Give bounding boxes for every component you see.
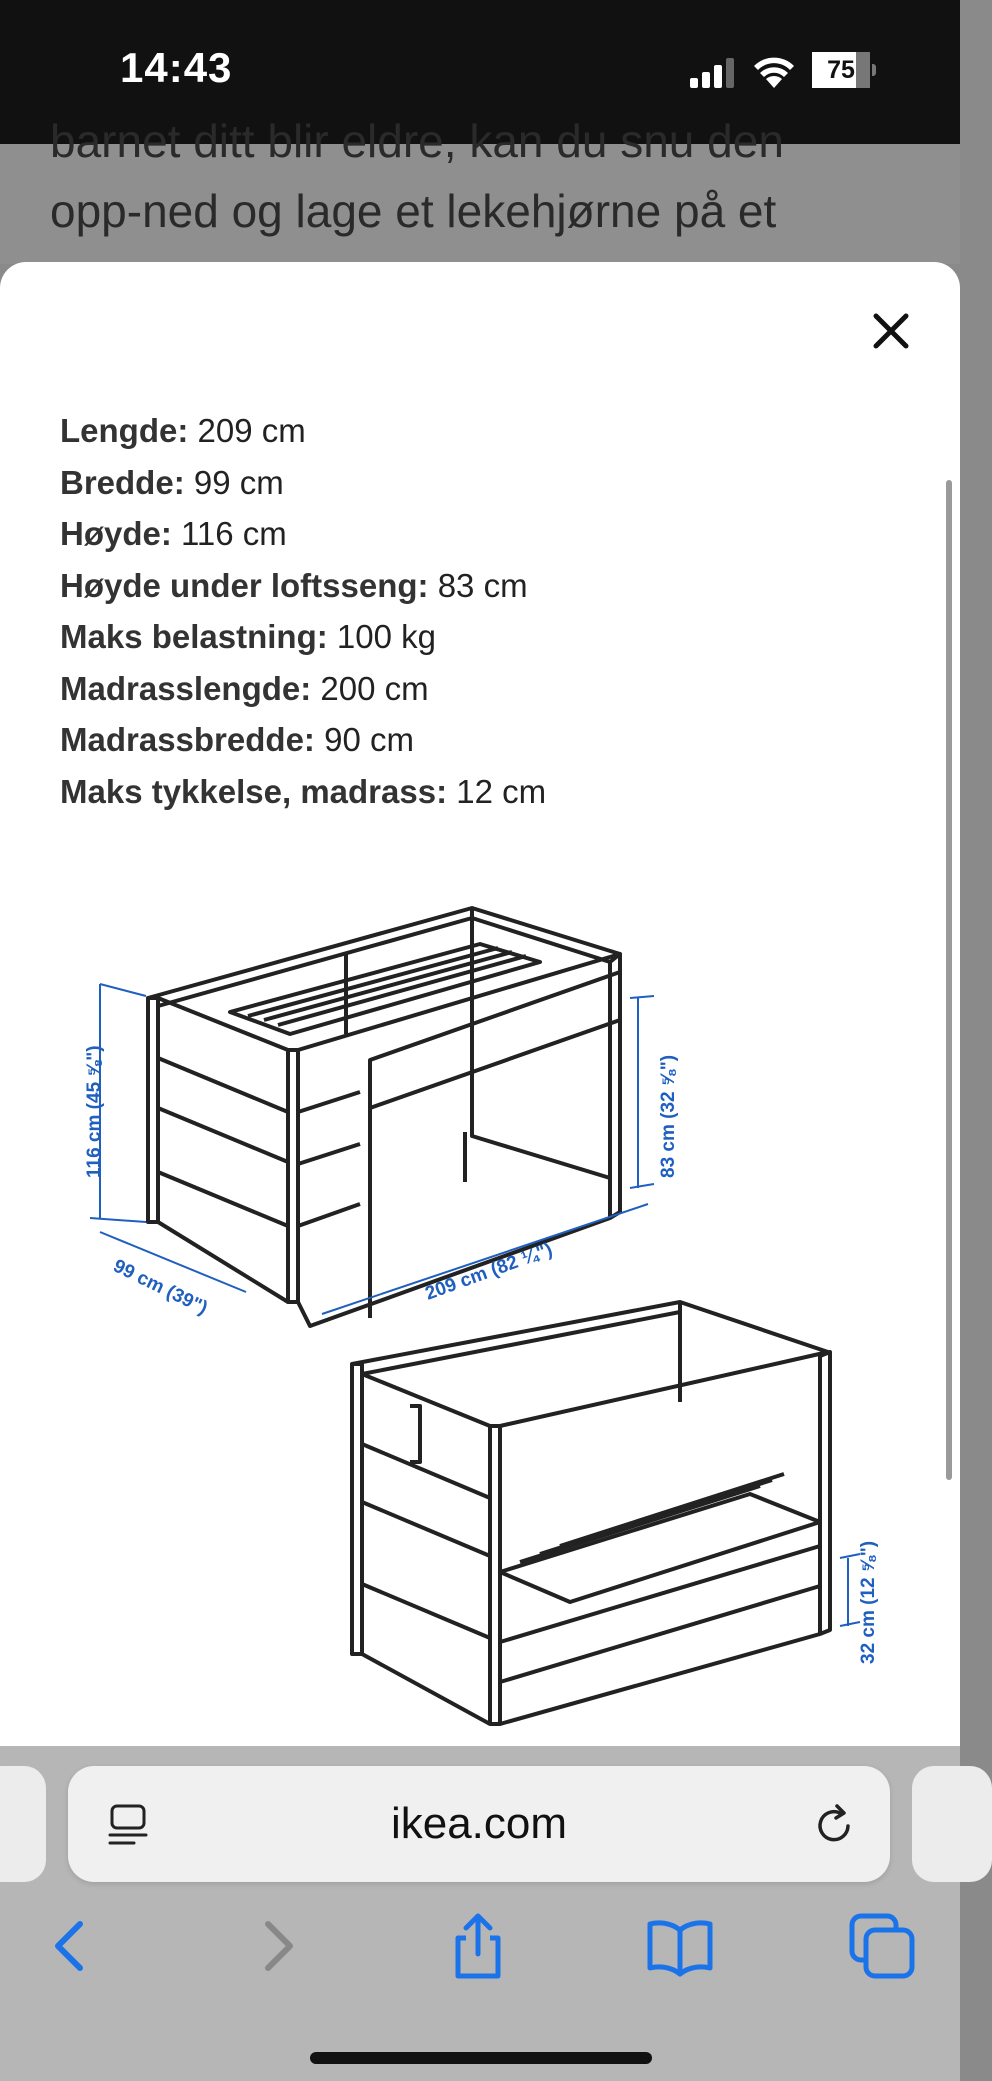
back-icon[interactable] — [30, 1906, 110, 1986]
spec-label: Madrassbredde: — [60, 721, 315, 758]
close-icon[interactable] — [862, 302, 920, 360]
background-text-line: barnet ditt blir eldre, kan du snu den — [50, 115, 784, 167]
spec-row — [60, 412, 546, 464]
address-text: ikea.com — [390, 1799, 568, 1848]
spec-label: Lengde: — [60, 412, 189, 449]
signal-icon — [688, 58, 738, 88]
spec-label: Høyde: — [60, 515, 172, 552]
spec-label: Madrasslengde: — [60, 669, 312, 707]
spec-row — [60, 567, 546, 619]
spec-value: 116 cm — [181, 515, 287, 552]
browser-toolbar — [0, 1746, 960, 2081]
spec-value: 200 cm — [320, 669, 429, 707]
spec-value: 83 cm — [437, 566, 528, 604]
spec-label: Høyde under loftsseng: — [60, 566, 429, 604]
battery-body — [812, 52, 870, 88]
spec-row — [60, 464, 546, 516]
spec-label: Maks tykkelse, madrass: — [60, 772, 448, 810]
dim-under-label: 83 cm (32 ⅝") — [658, 1054, 679, 1178]
dim-low-label: 32 cm (12 ⅝") — [858, 1540, 879, 1664]
spec-value: 209 cm — [197, 412, 306, 449]
share-icon[interactable] — [438, 1906, 518, 1986]
battery-icon — [812, 52, 876, 88]
spec-row — [60, 670, 546, 722]
background-text-line: opp-ned og lage et lekehjørne på et — [50, 185, 777, 237]
spec-value: 12 cm — [456, 772, 547, 810]
low-bed-drawing — [352, 1302, 830, 1724]
scrollbar[interactable] — [946, 480, 952, 1480]
spec-list — [60, 412, 546, 824]
battery-percentage: 75 — [827, 56, 855, 84]
address-bar[interactable] — [68, 1766, 890, 1882]
previous-tab-preview[interactable] — [0, 1766, 46, 1882]
reload-icon[interactable] — [810, 1802, 858, 1850]
bookmarks-icon[interactable] — [640, 1906, 720, 1986]
spec-value: 100 kg — [336, 618, 436, 655]
dimensions-sheet — [0, 262, 960, 1746]
reader-mode-icon[interactable] — [106, 1804, 150, 1848]
dim-length-label: 209 cm (82 ¼") — [422, 1239, 556, 1305]
forward-icon[interactable] — [238, 1906, 318, 1986]
background-page — [0, 115, 960, 264]
battery-cap — [872, 64, 876, 76]
dim-height-label: 116 cm (45 ⅝") — [84, 1045, 105, 1178]
loft-bed-drawing — [148, 908, 620, 1326]
dim-width-label: 99 cm (39") — [109, 1255, 211, 1320]
spec-value: 90 cm — [324, 721, 414, 758]
spec-label: Maks belastning: — [60, 618, 328, 655]
status-time: 14:43 — [120, 44, 233, 91]
wifi-icon — [752, 54, 796, 90]
next-tab-preview[interactable] — [912, 1766, 992, 1882]
spec-row — [60, 773, 546, 825]
spec-row — [60, 618, 546, 670]
bed-dimension-diagram — [60, 882, 910, 1742]
spec-row — [60, 721, 546, 773]
tabs-icon[interactable] — [842, 1906, 922, 1986]
spec-label: Bredde: — [60, 463, 185, 501]
spec-row — [60, 515, 546, 567]
spec-value: 99 cm — [193, 463, 284, 501]
home-indicator[interactable] — [310, 2052, 652, 2064]
